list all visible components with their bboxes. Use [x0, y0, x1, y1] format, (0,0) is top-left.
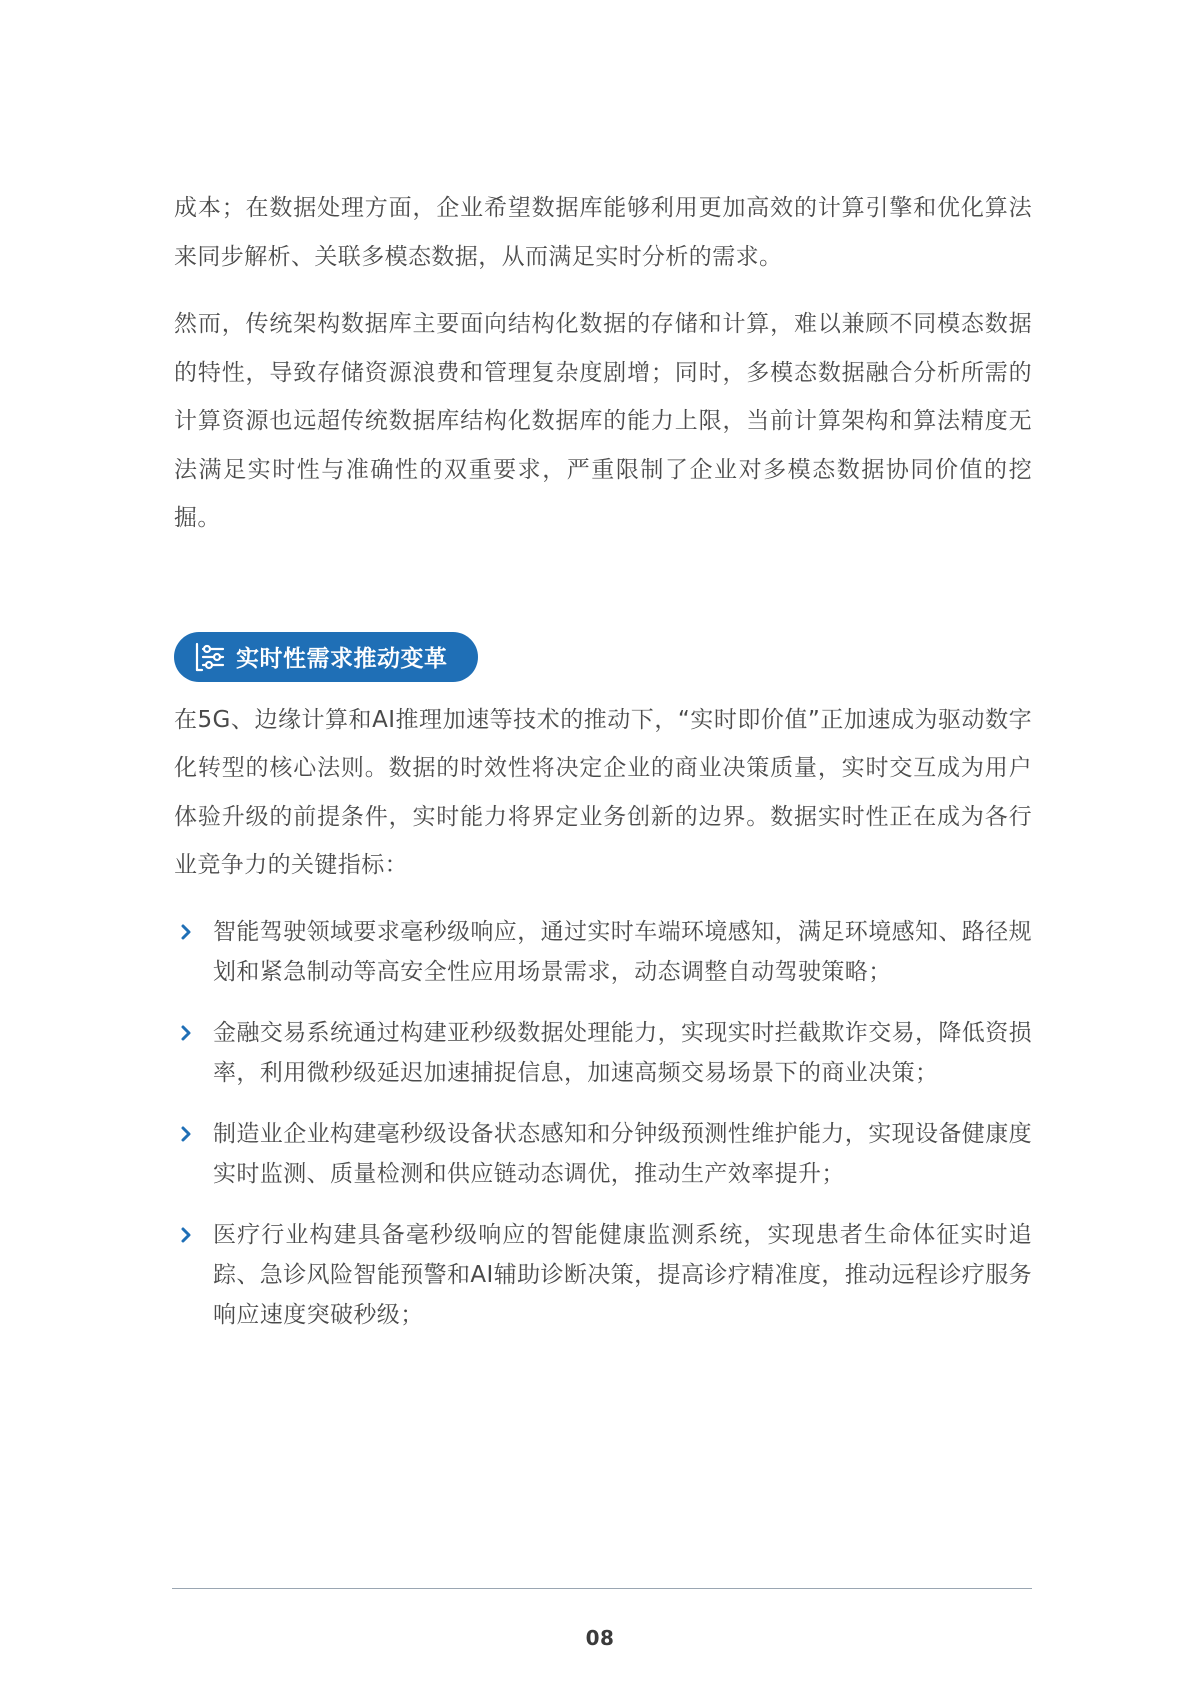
- list-item: [174, 1013, 1032, 1093]
- list-item-text: 金融交易系统通过构建亚秒级数据处理能力，实现实时拦截欺诈交易，降低资损率，利用微秒级延迟加速捕捉信息，加速高频交易场景下的商业决策；: [213, 1019, 1032, 1086]
- list-item: [174, 1114, 1032, 1194]
- sliders-icon: [194, 642, 226, 672]
- chevron-right-icon: [178, 916, 194, 948]
- section-heading-badge: [174, 632, 478, 682]
- bullet-list: [174, 912, 1032, 1335]
- chevron-right-icon: [178, 1118, 194, 1150]
- section-title: 实时性需求推动变革: [236, 646, 448, 672]
- paragraph-1: 成本；在数据处理方面，企业希望数据库能够利用更加高效的计算引擎和优化算法来同步解析、关联多模态数据，从而满足实时分析的需求。: [174, 195, 1032, 270]
- paragraph-2: 然而，传统架构数据库主要面向结构化数据的存储和计算，难以兼顾不同模态数据的特性，导致存储资源浪费和管理复杂度剧增；同时，多模态数据融合分析所需的计算资源也远超传统数据库结构化数据库的能力上限，当前计算架构和算法精度无法满足实时性与准确性的双重要求，严重限制了企业对多模态数据协同价值的挖掘。: [174, 311, 1032, 531]
- list-item-text: 制造业企业构建毫秒级设备状态感知和分钟级预测性维护能力，实现设备健康度实时监测、质量检测和供应链动态调优，推动生产效率提升；: [213, 1120, 1032, 1187]
- list-item-text: 智能驾驶领域要求毫秒级响应，通过实时车端环境感知，满足环境感知、路径规划和紧急制动等高安全性应用场景需求，动态调整自动驾驶策略；: [213, 918, 1032, 985]
- page-number: 08: [585, 1626, 615, 1650]
- section-intro: 在5G、边缘计算和AI推理加速等技术的推动下，“实时即价值”正加速成为驱动数字化转型的核心法则。数据的时效性将决定企业的商业决策质量，实时交互成为用户体验升级的前提条件，实时能力将界定业务创新的边界。数据实时性正在成为各行业竞争力的关键指标：: [174, 706, 1032, 878]
- list-item: [174, 1215, 1032, 1335]
- chevron-right-icon: [178, 1017, 194, 1049]
- list-item: [174, 912, 1032, 992]
- list-item-text: 医疗行业构建具备毫秒级响应的智能健康监测系统，实现患者生命体征实时追踪、急诊风险智能预警和AI辅助诊断决策，提高诊疗精准度，推动远程诊疗服务响应速度突破秒级；: [213, 1221, 1032, 1328]
- chevron-right-icon: [178, 1219, 194, 1251]
- page-content: [174, 184, 1032, 1335]
- footer-divider: [172, 1588, 1032, 1589]
